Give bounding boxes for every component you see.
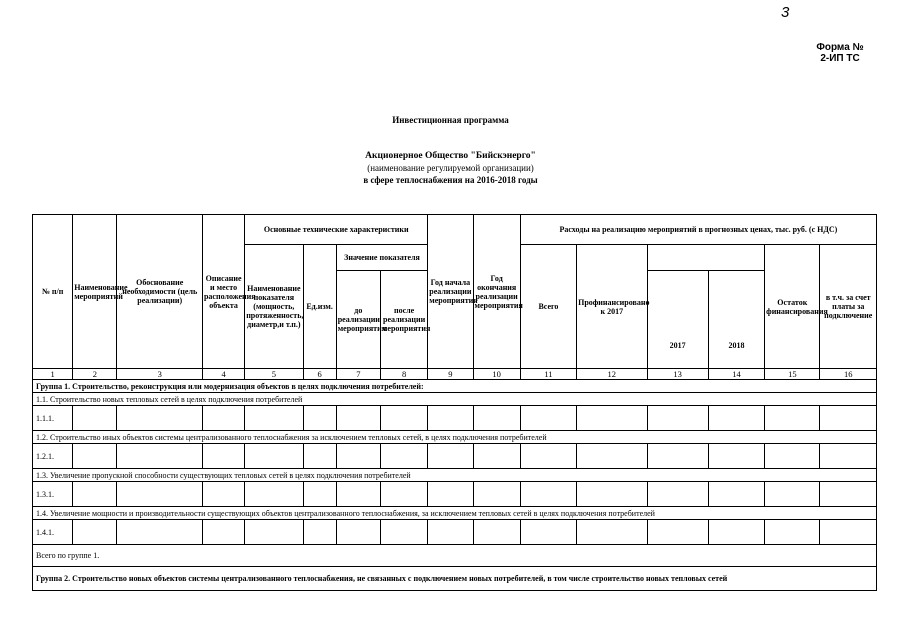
header-tech: Основные технические характеристики — [245, 215, 428, 245]
row-number: 1.4.1. — [33, 520, 73, 545]
header-connection-fee: в т.ч. за счет платы за подключение — [820, 245, 877, 369]
column-number: 1 — [33, 369, 73, 380]
column-number: 7 — [336, 369, 380, 380]
document-title: Инвестиционная программа — [392, 115, 509, 125]
column-number: 9 — [428, 369, 473, 380]
column-number: 14 — [708, 369, 764, 380]
row-number: 1.3.1. — [33, 482, 73, 507]
header-year-start: Год начала реализации мероприятия — [428, 215, 473, 369]
column-number: 12 — [577, 369, 647, 380]
form-label-line2: 2-ИП ТС — [820, 53, 860, 64]
row-number: 1.1.1. — [33, 406, 73, 431]
section-1-3: 1.3. Увеличение пропускной способности существующих тепловых сетей в целях подключения потребителей — [33, 469, 877, 482]
table-row — [33, 406, 877, 431]
organization-name: Акционерное Общество "Бийскэнерго" — [365, 151, 536, 161]
program-scope: в сфере теплоснабжения на 2016-2018 годы — [363, 175, 538, 185]
column-number: 2 — [73, 369, 117, 380]
column-number: 3 — [117, 369, 202, 380]
group-1-heading: Группа 1. Строительство, реконструкция или модернизация объектов в целях подключения потребителей: — [33, 380, 877, 393]
column-number: 6 — [303, 369, 336, 380]
column-number: 8 — [380, 369, 427, 380]
column-number: 16 — [820, 369, 877, 380]
table-row — [33, 482, 877, 507]
header-2018: 2018 — [708, 271, 764, 369]
header-years-group — [647, 245, 765, 271]
form-label — [790, 42, 890, 64]
column-numbers-row — [33, 369, 877, 380]
header-indicator-name: Наименование показателя (мощность, протяженность, диаметр,и т.п.) — [245, 245, 303, 369]
row-number: 1.2.1. — [33, 444, 73, 469]
header-costs: Расходы на реализацию мероприятий в прогнозных ценах, тыс. руб. (с НДС) — [520, 215, 876, 245]
column-number: 5 — [245, 369, 303, 380]
group-1-total: Всего по группе 1. — [33, 545, 877, 567]
header-unit: Ед.изм. — [303, 245, 336, 369]
form-label-line1: Форма № — [816, 42, 864, 53]
column-number: 13 — [647, 369, 708, 380]
group-2-heading: Группа 2. Строительство новых объектов системы централизованного теплоснабжения, не связанных с подключением новых потребителей, в том числе строительство новых тепловых сетей — [33, 567, 877, 591]
header-year-end: Год окончания реализации мероприятия — [473, 215, 520, 369]
column-number: 15 — [765, 369, 820, 380]
table-row — [33, 520, 877, 545]
section-1-4: 1.4. Увеличение мощности и производительности существующих объектов централизованного теплоснабжения, за исключением тепловых сетей в целях подключения потребителей — [33, 507, 877, 520]
header-justification: Обоснование необходимости (цель реализации) — [117, 215, 202, 369]
header-remaining: Остаток финансирования — [765, 245, 820, 369]
table-row — [33, 444, 877, 469]
header-name: Наименование мероприятий — [73, 215, 117, 369]
column-number: 4 — [202, 369, 244, 380]
page-number: 3 — [781, 4, 790, 21]
header-before: до реализации мероприятия — [336, 271, 380, 369]
investment-program-table — [32, 214, 877, 591]
header-total: Всего — [520, 245, 576, 369]
header-num: № п/п — [33, 215, 73, 369]
section-1-2: 1.2. Строительство иных объектов системы централизованного теплоснабжения за исключением тепловых сетей, в целях подключения потребителей — [33, 431, 877, 444]
header-value: Значение показателя — [336, 245, 428, 271]
header-description: Описание и место расположения объекта — [202, 215, 244, 369]
organization-caption: (наименование регулируемой организации) — [367, 163, 534, 173]
header-2017: 2017 — [647, 271, 708, 369]
column-number: 10 — [473, 369, 520, 380]
column-number: 11 — [520, 369, 576, 380]
header-prefinanced: Профинансировано к 2017 — [577, 245, 647, 369]
header-after: после реализации мероприятия — [380, 271, 427, 369]
section-1-1: 1.1. Строительство новых тепловых сетей в целях подключения потребителей — [33, 393, 877, 406]
